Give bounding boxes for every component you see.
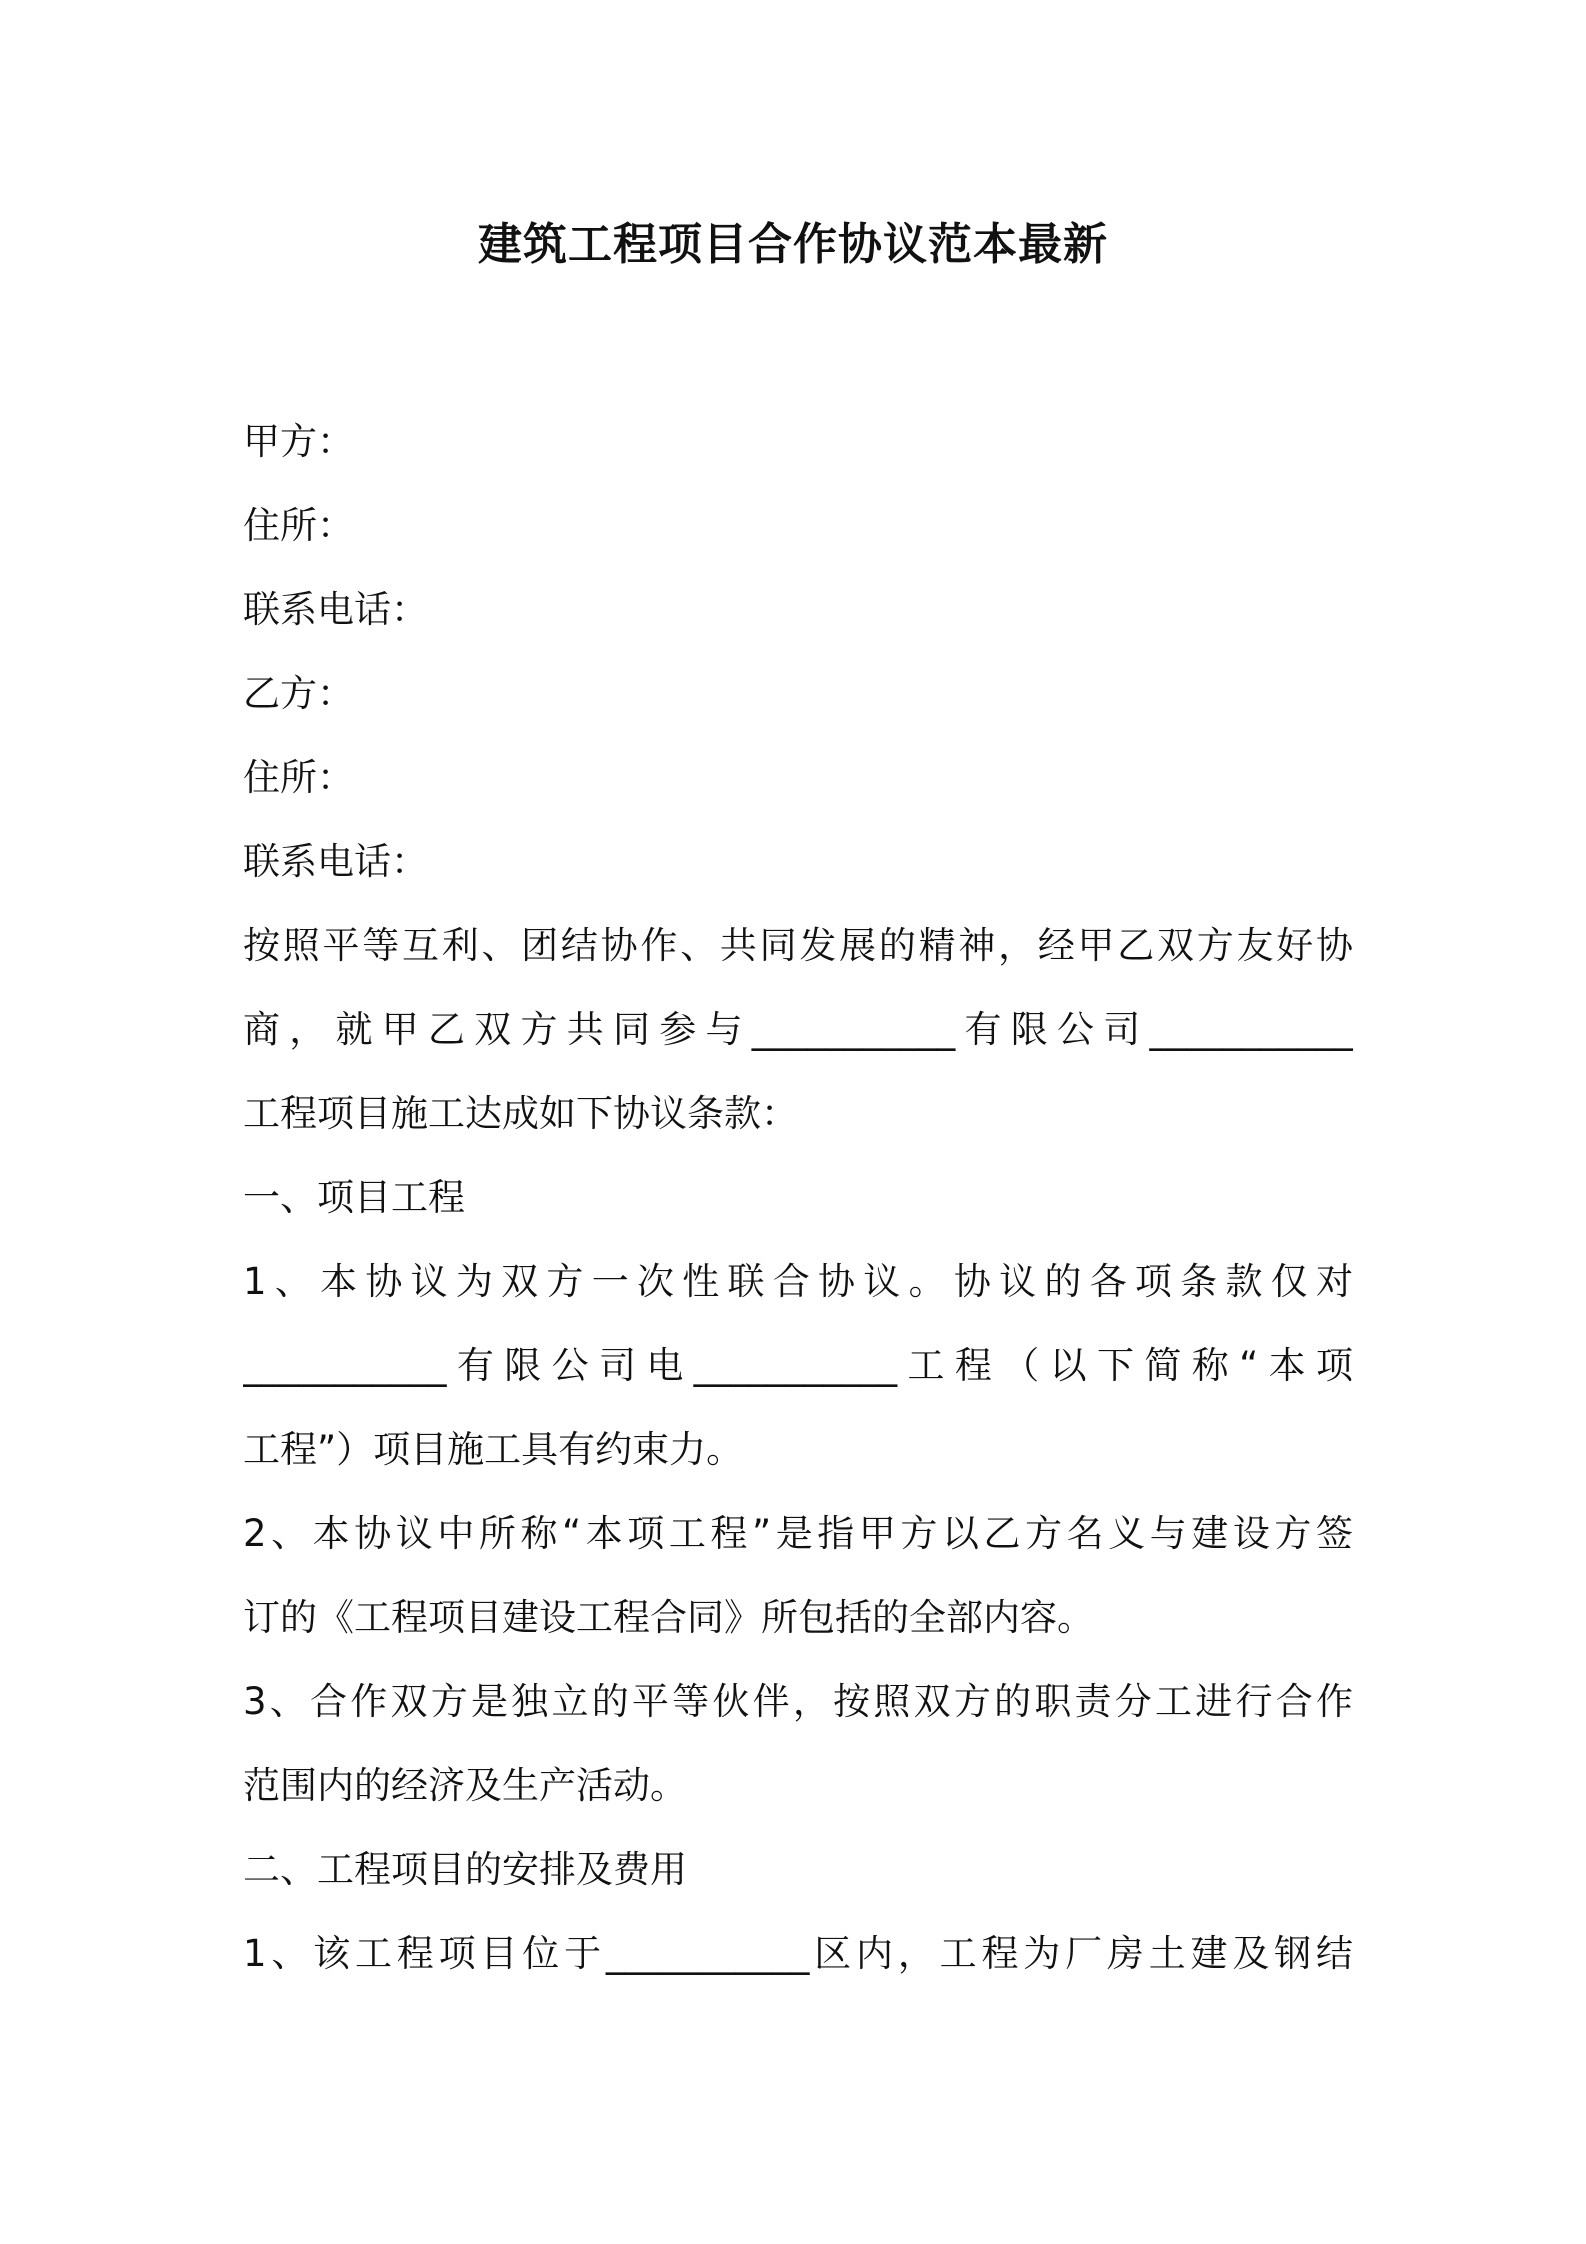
document-title: 建筑工程项目合作协议范本最新: [478, 219, 1108, 270]
party-a-phone-label: 联系电话：: [243, 588, 428, 631]
intro-paragraph-line: 工程项目施工达成如下协议条款：: [243, 1092, 798, 1135]
clause-line: 工程”）项目施工具有约束力。: [243, 1428, 744, 1471]
clause-line: 1、本协议为双方一次性联合协议。协议的各项条款仅对: [243, 1260, 1353, 1303]
party-b-label: 乙方：: [243, 672, 354, 715]
clause-line: 3、合作双方是独立的平等伙伴，按照双方的职责分工进行合作: [243, 1680, 1353, 1723]
party-a-label: 甲方：: [243, 420, 354, 463]
clause-line: 2、本协议中所称“本项工程”是指甲方以乙方名义与建设方签: [243, 1512, 1353, 1555]
clause-line: 订的《工程项目建设工程合同》所包括的全部内容。: [243, 1596, 1094, 1639]
party-b-address-label: 住所：: [243, 756, 354, 799]
intro-paragraph-line: 商，就甲乙双方共同参与___________有限公司___________: [243, 1008, 1353, 1051]
party-b-phone-label: 联系电话：: [243, 840, 428, 883]
document-body: [243, 400, 1353, 1996]
section-heading: 一、项目工程: [243, 1176, 465, 1219]
clause-line: 1、该工程项目位于___________区内，工程为厂房土建及钢结: [243, 1932, 1353, 1975]
section-heading: 二、工程项目的安排及费用: [243, 1848, 687, 1891]
intro-paragraph-line: 按照平等互利、团结协作、共同发展的精神，经甲乙双方友好协: [243, 924, 1353, 967]
clause-line: ___________有限公司电___________工程（以下简称“本项: [243, 1344, 1353, 1387]
clause-line: 范围内的经济及生产活动。: [243, 1764, 687, 1807]
party-a-address-label: 住所：: [243, 504, 354, 547]
